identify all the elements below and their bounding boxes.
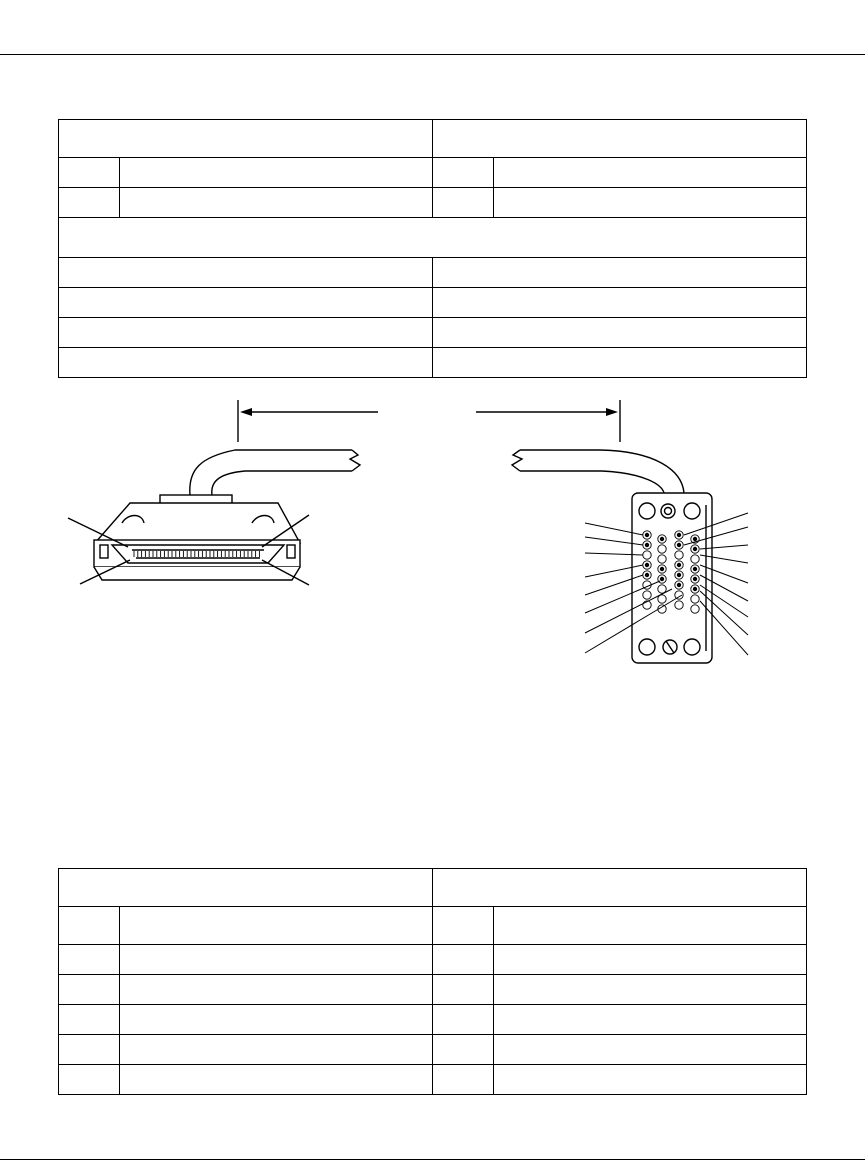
table-cell: [433, 1035, 494, 1065]
table-subheader-cell: [120, 907, 433, 945]
pin-socket-filled: [693, 567, 697, 571]
table-cell: [59, 1035, 120, 1065]
pin-socket-filled: [645, 543, 649, 547]
pin-socket: [691, 555, 699, 563]
table-cell: [433, 258, 807, 288]
table-cell: [59, 288, 433, 318]
table-cell: [59, 318, 433, 348]
table-header-cell: [59, 120, 433, 158]
table-cell: [494, 158, 807, 188]
pin-socket-filled: [645, 573, 649, 577]
table-cell: [120, 1065, 433, 1095]
table-cell: [433, 188, 494, 218]
pin-socket: [643, 591, 651, 599]
table-cell: [494, 1065, 807, 1095]
table-row: [59, 945, 807, 975]
table-note-cell: [59, 218, 807, 258]
table-cell: [120, 1005, 433, 1035]
table-row: [59, 348, 807, 378]
table-subheader-cell: [494, 907, 807, 945]
table-cell: [433, 348, 807, 378]
pin-socket: [675, 601, 683, 609]
length-dimension: [238, 400, 620, 442]
table-header-cell: [59, 869, 433, 907]
table-cell: [59, 158, 120, 188]
table-header-row: [59, 869, 807, 907]
connector-left-plug: [68, 495, 309, 585]
table-cell: [433, 158, 494, 188]
table-subheader-cell: [433, 907, 494, 945]
table-subheader-cell: [59, 907, 120, 945]
table-row: [59, 1035, 807, 1065]
pin-socket: [643, 551, 651, 559]
pin-socket-filled: [693, 537, 697, 541]
table-cell: [120, 945, 433, 975]
table-row: [59, 975, 807, 1005]
table-cell: [494, 188, 807, 218]
pin-socket-filled: [693, 547, 697, 551]
pin-socket: [675, 551, 683, 559]
pin-socket: [691, 605, 699, 613]
table-cell: [433, 1005, 494, 1035]
cable-right-segment: [512, 450, 684, 493]
pin-socket-filled: [693, 587, 697, 591]
table-cell: [494, 975, 807, 1005]
pin-socket-filled: [645, 533, 649, 537]
table-cell: [494, 945, 807, 975]
table-cell: [59, 1005, 120, 1035]
table-cell: [59, 975, 120, 1005]
table-cell: [59, 945, 120, 975]
pin-socket-filled: [645, 563, 649, 567]
pin-socket-filled: [677, 573, 681, 577]
table-header-cell: [433, 869, 807, 907]
pin-socket-filled: [677, 563, 681, 567]
table-row: [59, 1065, 807, 1095]
table-cell: [120, 1035, 433, 1065]
table-cell: [433, 288, 807, 318]
table-row: [59, 258, 807, 288]
table-row: [59, 188, 807, 218]
table-cell: [433, 1065, 494, 1095]
table-cell: [59, 258, 433, 288]
table-row: [59, 288, 807, 318]
table-row: [59, 158, 807, 188]
table-cell: [120, 975, 433, 1005]
table-cell: [494, 1035, 807, 1065]
table-cell: [433, 318, 807, 348]
table-note-row: [59, 218, 807, 258]
pin-socket: [658, 555, 666, 563]
footer-rule: [0, 1159, 865, 1160]
table-row: [59, 1005, 807, 1035]
table-header-row: [59, 120, 807, 158]
pin-socket-filled: [660, 567, 664, 571]
connector-spec-table: [58, 119, 807, 378]
pin-socket-filled: [677, 543, 681, 547]
pin-socket-filled: [677, 533, 681, 537]
table-cell: [494, 1005, 807, 1035]
table-cell: [120, 158, 433, 188]
table-subheader-row: [59, 907, 807, 945]
cable-diagram: [0, 395, 865, 675]
table-cell: [433, 945, 494, 975]
table-cell: [59, 348, 433, 378]
pin-socket-filled: [660, 577, 664, 581]
pin-socket-filled: [693, 577, 697, 581]
header-rule: [0, 54, 865, 55]
pin-socket-filled: [677, 583, 681, 587]
cable-left-segment: [190, 450, 360, 495]
table-cell: [120, 188, 433, 218]
pin-assignment-table: [58, 868, 807, 1095]
pin-socket: [658, 545, 666, 553]
pin-socket: [658, 585, 666, 593]
table-row: [59, 318, 807, 348]
pin-socket: [691, 595, 699, 603]
table-header-cell: [433, 120, 807, 158]
pin-socket-filled: [660, 537, 664, 541]
table-cell: [433, 975, 494, 1005]
table-cell: [59, 188, 120, 218]
table-cell: [59, 1065, 120, 1095]
